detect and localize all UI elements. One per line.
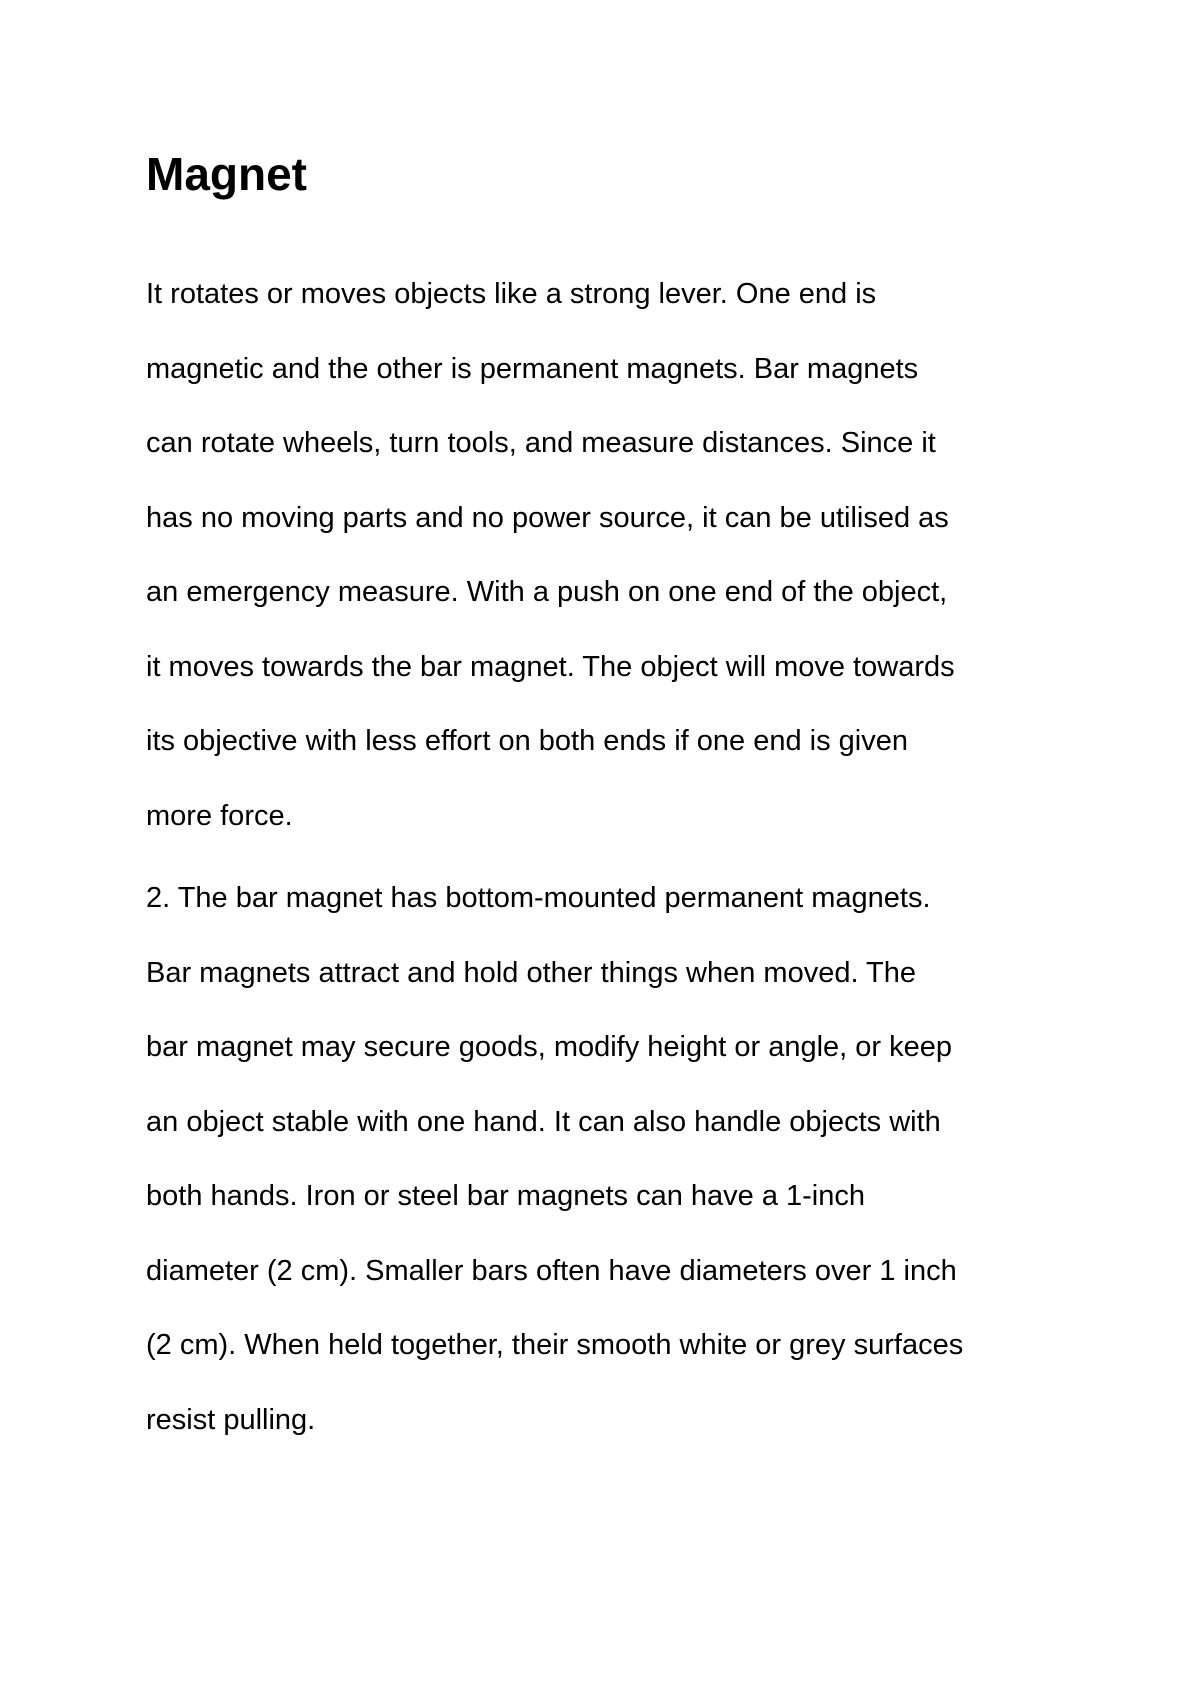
text-line: an emergency measure. With a push on one end of the object, — [146, 576, 948, 608]
text-line: Bar magnets attract and hold other things when moved. The — [146, 956, 917, 989]
paragraph-2 — [146, 861, 1076, 1457]
text-line: (2 cm). When held together, their smooth white or grey surfaces — [146, 1329, 964, 1361]
text-line: it moves towards the bar magnet. The object will move towards — [146, 650, 955, 683]
text-line: an object stable with one hand. It can also handle objects with — [146, 1105, 941, 1138]
text-line: its objective with less effort on both ends if one end is given — [146, 725, 908, 757]
text-line: both hands. Iron or steel bar magnets can have a 1-inch — [146, 1180, 865, 1212]
text-line: can rotate wheels, turn tools, and measure distances. Since it — [146, 427, 936, 459]
text-line: 2. The bar magnet has bottom-mounted permanent magnets. — [146, 882, 931, 914]
text-line: more force. — [146, 799, 293, 832]
text-line: resist pulling. — [146, 1403, 316, 1436]
text-line: magnetic and the other is permanent magnets. Bar magnets — [146, 352, 919, 385]
paragraph-1 — [146, 257, 1076, 853]
text-line: bar magnet may secure goods, modify height or angle, or keep — [146, 1031, 953, 1063]
text-line: It rotates or moves objects like a strong lever. One end is — [146, 278, 877, 310]
text-line: has no moving parts and no power source, it can be utilised as — [146, 501, 949, 534]
document-title: Magnet — [146, 148, 307, 200]
text-line: diameter (2 cm). Smaller bars often have diameters over 1 inch — [146, 1254, 957, 1287]
